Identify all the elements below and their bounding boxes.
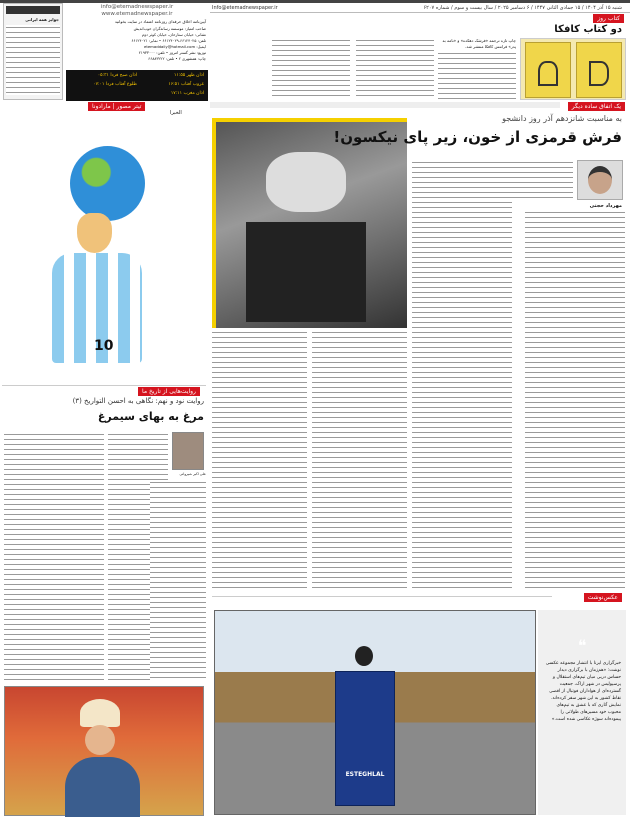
photo-caption: خبرگزاری ایرنا با انتشار مجموعه عکسی نوشت: «هم‌زمان با برگزاری دیدار حساس دربی میان تیم‌های استقلال و پرسپولیس در شهر اراک، جمعیت گسترده‌ای از هواداران فوتبال از اقصی نقاط کشور به این شهر سفر کرده‌اند. نمایش آثاری که با عشق به تیم‌های محبوب خود مسیرهای طولانی را پیموده‌اند سوژه عکاسی شده است.» <box>545 661 621 722</box>
book-covers-image <box>520 38 626 100</box>
feature-text-col4 <box>312 330 407 590</box>
header-email[interactable]: Info@etemadnewspaper.ir <box>212 5 278 11</box>
history-headline: مرغ به بهای سیمرغ <box>97 410 204 423</box>
qajar-painting <box>4 686 204 816</box>
feature-headline: فرش قرمزی از خون، زیر پای نیکسون! <box>333 128 622 146</box>
mini-front-page <box>3 3 63 100</box>
history-text-col3 <box>150 480 206 682</box>
book-text-col1 <box>438 51 516 100</box>
feature-text-col3 <box>212 330 307 590</box>
feature-kicker: به مناسبت شانزدهم آذر روز دانشجو <box>502 114 622 123</box>
illustrated-caption: الخبرا <box>170 110 182 116</box>
masthead-email[interactable]: info@etemadnewspaper.ir <box>100 4 174 10</box>
history-author: علی اکبر شیروانی <box>179 472 206 476</box>
header-divider <box>210 12 630 13</box>
flag-text: ESTEGHLAL <box>345 771 385 778</box>
photo-caption-box <box>538 610 626 815</box>
prayer-times-box: اذان ظهر ۱۱:۵۵ اذان صبح فردا ۰۵:۳۱ غروب آفتاب ۱۶:۵۱ طلوع آفتاب فردا ۰۷:۰۱ اذان مغرب ۱۷:۱۱ <box>66 70 208 101</box>
masthead-details: صاحب امتیاز: موسسه رسانه‌گران خوب‌اندیش نشانی: خیابان ستارخان، خیابان کوثر دوم تلفن: ۶۶۱۲۴۰۲۵-۶۶۱۲۴۰۲۹ • نمابر: ۶۶۱۲۴۰۲۱ ایمیل: etemaddaily@hotmail.com توزیع: نشر گستر امروز • تلفن: ۲۱۹۳۳۰۰۰ چاپ: همشهری ۲ • تلفن: ۶۶۸۸۳۲۲۲ <box>131 26 206 61</box>
history-text-col2 <box>4 432 104 682</box>
book-text-col1-wrap <box>438 38 516 100</box>
author-photo <box>577 160 623 200</box>
masthead-website[interactable]: www.etemadnewspaper.ir <box>101 11 173 17</box>
feature-text-col1 <box>525 210 625 590</box>
top-rule <box>0 0 630 3</box>
section-label-history: روایت‌هایی از تاریخ ما <box>138 387 200 396</box>
section-label-photo-essay: عکس‌نوشت <box>584 593 622 602</box>
maradona-illustration <box>2 118 206 382</box>
book-text-col2 <box>356 38 434 100</box>
quote-icon: ❝ <box>577 636 587 655</box>
feature-author: مهرداد حجتی <box>589 203 622 209</box>
book-title: دو کتاب کافکا <box>554 24 622 35</box>
ethics-notice: آیین‌نامه اخلاق حرفه‌ای روزنامه اعتماد در سایت بخوانید <box>114 19 206 24</box>
section-label-feature: یک اتفاق ساده دیگر <box>568 102 625 111</box>
jersey-number: 10 <box>94 338 114 354</box>
section-rule <box>210 102 560 108</box>
book-lead: چاپ تازه ترجمه «فرشک دهکده» و «نامه به پدر» فرانتس کافکا منتشر شد. <box>438 38 516 50</box>
history-kicker: روایت نود و نهم: نگاهی به احسن التواریخ (۳) <box>72 397 204 405</box>
photo-essay-rule <box>212 596 552 597</box>
book-text-col3 <box>272 38 350 100</box>
nixon-photo <box>212 118 407 328</box>
history-rule <box>2 385 206 386</box>
section-label-illustrated: تیتر مصور | مارادونا <box>88 102 145 111</box>
history-author-photo <box>172 432 204 470</box>
section-label-book-of-day: کتاب روز <box>593 14 624 23</box>
feature-text-col2 <box>412 160 512 590</box>
date-line: شنبه ۱۵ آذر ۱۴۰۴ / ۱۵ جمادی الثانی ۱۴۴۷ / ۶ دسامبر ۲۰۲۵ / سال بیست و سوم / شماره ۶۲۰۷ <box>423 5 622 11</box>
fans-photo <box>214 610 536 815</box>
mini-title: جوایز همه ایرانی <box>25 17 59 22</box>
